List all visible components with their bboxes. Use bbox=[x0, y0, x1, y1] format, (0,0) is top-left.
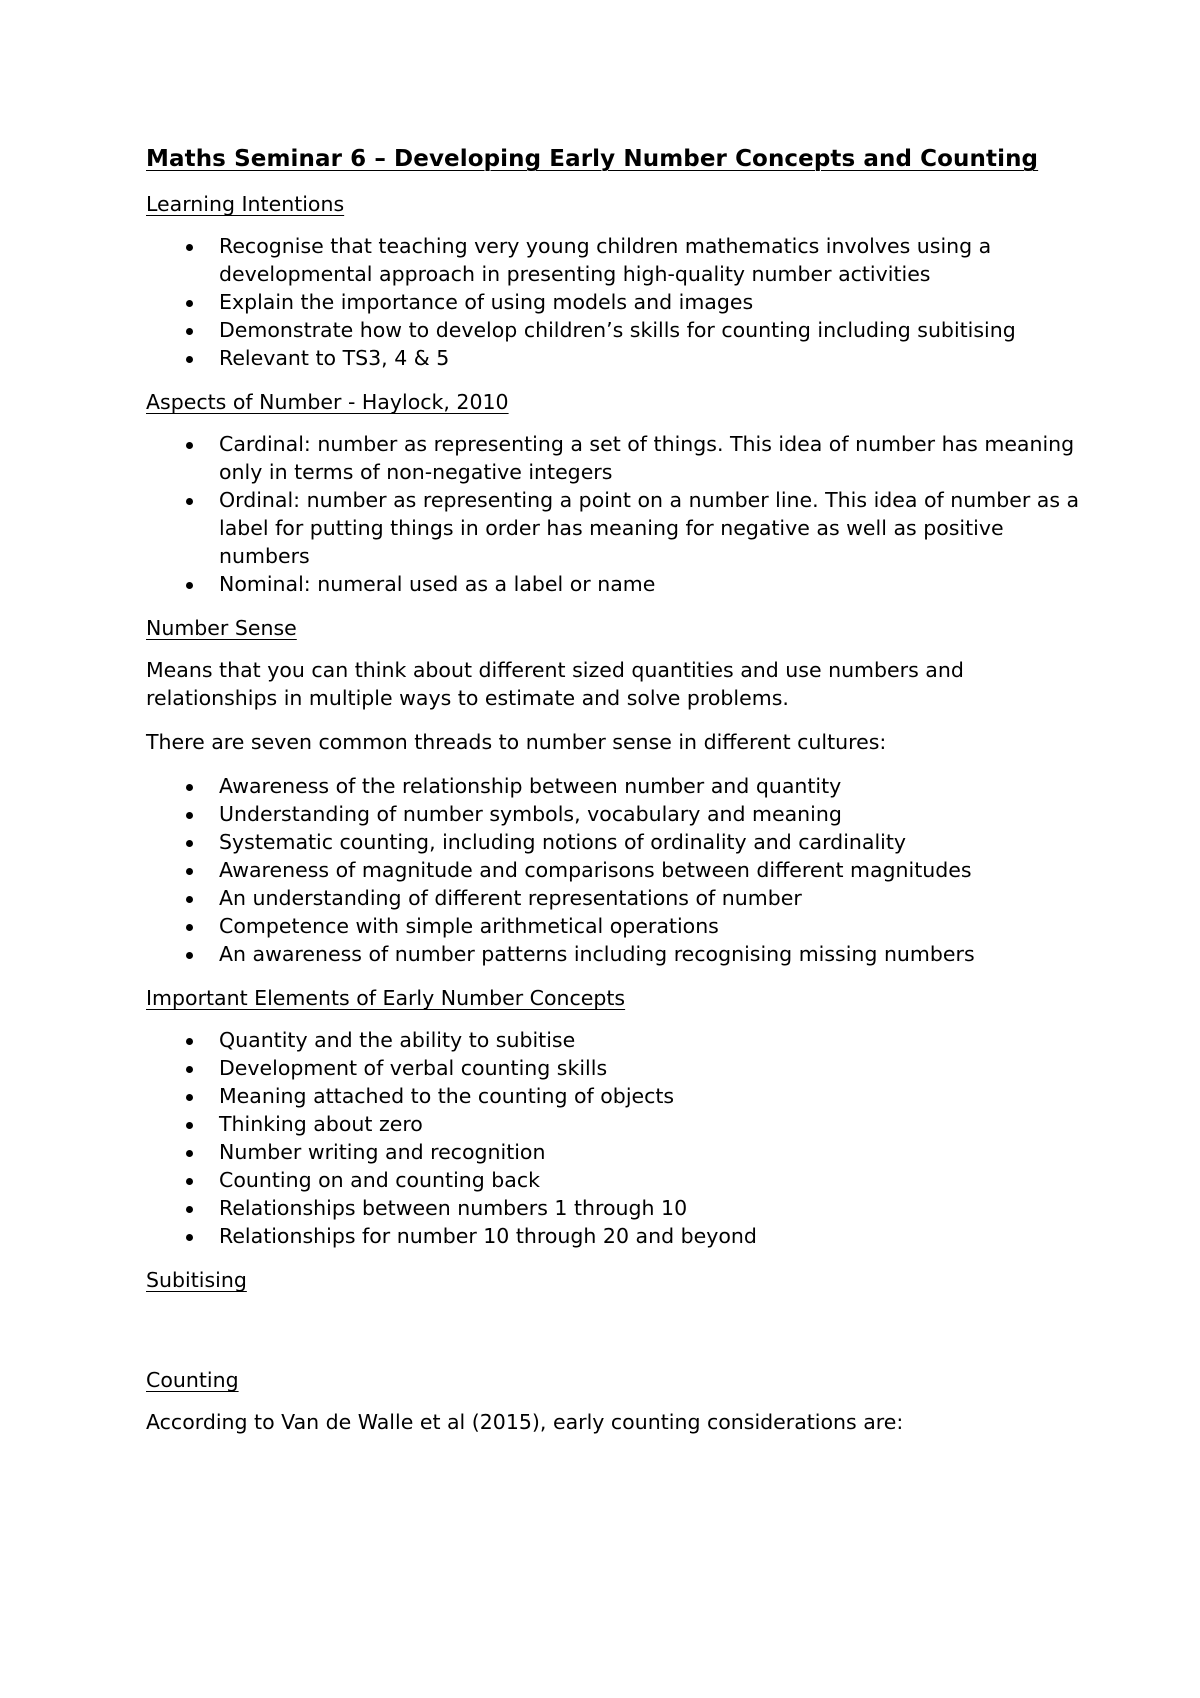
bullet-icon bbox=[186, 300, 193, 307]
list-item-text: Quantity and the ability to subitise bbox=[219, 1028, 576, 1052]
document-page bbox=[146, 144, 1086, 1452]
list-item-text: Relationships for number 10 through 20 and beyond bbox=[219, 1224, 757, 1248]
list-item bbox=[146, 288, 1086, 316]
bullet-icon bbox=[186, 1206, 193, 1213]
bullet-icon bbox=[186, 244, 193, 251]
bullet-icon bbox=[186, 1066, 193, 1073]
list-item-text: Understanding of number symbols, vocabulary and meaning bbox=[219, 802, 842, 826]
list-item bbox=[146, 570, 1086, 598]
bullet-icon bbox=[186, 868, 193, 875]
list-item bbox=[146, 912, 1086, 940]
bullet-icon bbox=[186, 1094, 193, 1101]
bullet-icon bbox=[186, 582, 193, 589]
bullet-icon bbox=[186, 1234, 193, 1241]
list-item-text: Awareness of the relationship between number and quantity bbox=[219, 774, 842, 798]
learning-intentions-list bbox=[146, 232, 1086, 372]
list-item-text: An awareness of number patterns including recognising missing numbers bbox=[219, 942, 975, 966]
section-heading-aspects-of-number: Aspects of Number - Haylock, 2010 bbox=[146, 390, 509, 414]
list-item bbox=[146, 1194, 1086, 1222]
bullet-icon bbox=[186, 840, 193, 847]
list-item-text: Counting on and counting back bbox=[219, 1168, 541, 1192]
bullet-icon bbox=[186, 356, 193, 363]
bullet-icon bbox=[186, 952, 193, 959]
section-heading-important-elements: Important Elements of Early Number Concepts bbox=[146, 986, 626, 1010]
section-heading-learning-intentions: Learning Intentions bbox=[146, 192, 345, 216]
list-item-text: Recognise that teaching very young children mathematics involves using a developmental approach in presenting high-quality number activities bbox=[219, 234, 992, 286]
section-heading-number-sense: Number Sense bbox=[146, 616, 297, 640]
list-item bbox=[146, 828, 1086, 856]
bullet-icon bbox=[186, 896, 193, 903]
list-item-text: Number writing and recognition bbox=[219, 1140, 546, 1164]
bullet-icon bbox=[186, 1178, 193, 1185]
bullet-icon bbox=[186, 812, 193, 819]
list-item bbox=[146, 344, 1086, 372]
list-item bbox=[146, 1166, 1086, 1194]
list-item-text: Demonstrate how to develop children’s skills for counting including subitising bbox=[219, 318, 1016, 342]
bullet-icon bbox=[186, 1122, 193, 1129]
empty-space bbox=[146, 1308, 1086, 1366]
list-item-text: An understanding of different representations of number bbox=[219, 886, 802, 910]
bullet-icon bbox=[186, 498, 193, 505]
list-item bbox=[146, 800, 1086, 828]
bullet-icon bbox=[186, 1038, 193, 1045]
list-item bbox=[146, 1138, 1086, 1166]
list-item-text: Relationships between numbers 1 through 10 bbox=[219, 1196, 688, 1220]
list-item-text: Awareness of magnitude and comparisons between different magnitudes bbox=[219, 858, 972, 882]
list-item-text: Development of verbal counting skills bbox=[219, 1056, 608, 1080]
list-item-text: Thinking about zero bbox=[219, 1112, 423, 1136]
important-elements-list bbox=[146, 1026, 1086, 1250]
list-item-text: Cardinal: number as representing a set of things. This idea of number has meaning only in terms of non-negative integers bbox=[219, 432, 1075, 484]
list-item bbox=[146, 232, 1086, 288]
bullet-icon bbox=[186, 328, 193, 335]
list-item bbox=[146, 430, 1086, 486]
paragraph: According to Van de Walle et al (2015), early counting considerations are: bbox=[146, 1410, 904, 1434]
section-heading-subitising: Subitising bbox=[146, 1268, 247, 1292]
list-item bbox=[146, 856, 1086, 884]
bullet-icon bbox=[186, 924, 193, 931]
bullet-icon bbox=[186, 1150, 193, 1157]
bullet-icon bbox=[186, 442, 193, 449]
aspects-of-number-list bbox=[146, 430, 1086, 598]
list-item-text: Ordinal: number as representing a point on a number line. This idea of number as a label for putting things in order has meaning for negative as well as positive numbers bbox=[219, 488, 1080, 568]
list-item bbox=[146, 1054, 1086, 1082]
list-item-text: Nominal: numeral used as a label or name bbox=[219, 572, 656, 596]
list-item bbox=[146, 1222, 1086, 1250]
list-item bbox=[146, 772, 1086, 800]
document-title: Maths Seminar 6 – Developing Early Number Concepts and Counting bbox=[146, 146, 1039, 172]
list-item bbox=[146, 1110, 1086, 1138]
list-item bbox=[146, 884, 1086, 912]
bullet-icon bbox=[186, 784, 193, 791]
list-item bbox=[146, 316, 1086, 344]
section-heading-counting: Counting bbox=[146, 1368, 239, 1392]
list-item-text: Systematic counting, including notions of ordinality and cardinality bbox=[219, 830, 907, 854]
paragraph: Means that you can think about different sized quantities and use numbers and relationships in multiple ways to estimate and solve problems. bbox=[146, 658, 964, 710]
number-sense-list bbox=[146, 772, 1086, 968]
list-item-text: Competence with simple arithmetical operations bbox=[219, 914, 719, 938]
list-item bbox=[146, 1026, 1086, 1054]
list-item bbox=[146, 940, 1086, 968]
paragraph: There are seven common threads to number sense in different cultures: bbox=[146, 730, 887, 754]
list-item-text: Explain the importance of using models and images bbox=[219, 290, 754, 314]
list-item-text: Relevant to TS3, 4 & 5 bbox=[219, 346, 450, 370]
list-item-text: Meaning attached to the counting of objects bbox=[219, 1084, 675, 1108]
list-item bbox=[146, 1082, 1086, 1110]
list-item bbox=[146, 486, 1086, 570]
